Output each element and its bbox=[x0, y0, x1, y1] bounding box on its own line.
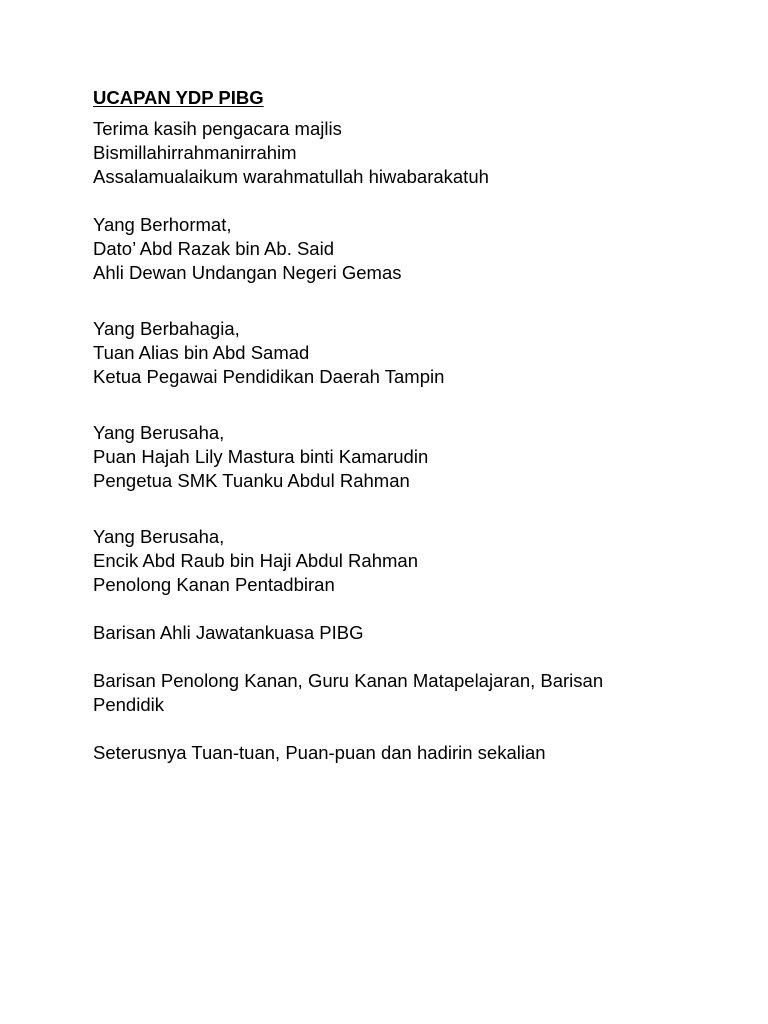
addressee-name: Dato’ Abd Razak bin Ab. Said bbox=[93, 238, 334, 259]
addressee-honorific: Yang Berhormat, bbox=[93, 214, 232, 235]
opening-line: Bismillahirrahmanirrahim bbox=[93, 142, 297, 163]
staff-line: Pendidik bbox=[93, 694, 164, 715]
speech-title: UCAPAN YDP PIBG bbox=[93, 87, 264, 108]
addressee-name: Tuan Alias bin Abd Samad bbox=[93, 342, 310, 363]
staff-paragraph bbox=[93, 669, 693, 717]
committee-line: Barisan Ahli Jawatankuasa PIBG bbox=[93, 622, 364, 643]
closing-line: Seterusnya Tuan-tuan, Puan-puan dan hadirin sekalian bbox=[93, 742, 546, 763]
addressee-block bbox=[93, 317, 693, 389]
addressee-honorific: Yang Berusaha, bbox=[93, 526, 225, 547]
opening-line: Terima kasih pengacara majlis bbox=[93, 118, 342, 139]
addressee-role: Penolong Kanan Pentadbiran bbox=[93, 574, 335, 595]
addressee-role: Ketua Pegawai Pendidikan Daerah Tampin bbox=[93, 366, 445, 387]
addressee-role: Ahli Dewan Undangan Negeri Gemas bbox=[93, 262, 402, 283]
addressee-honorific: Yang Berbahagia, bbox=[93, 318, 240, 339]
opening-paragraph bbox=[93, 117, 693, 189]
closing-paragraph bbox=[93, 741, 693, 765]
addressee-name: Puan Hajah Lily Mastura binti Kamarudin bbox=[93, 446, 429, 467]
committee-paragraph bbox=[93, 621, 693, 645]
addressee-name: Encik Abd Raub bin Haji Abdul Rahman bbox=[93, 550, 418, 571]
addressee-block bbox=[93, 421, 693, 493]
addressee-role: Pengetua SMK Tuanku Abdul Rahman bbox=[93, 470, 410, 491]
opening-line: Assalamualaikum warahmatullah hiwabarakatuh bbox=[93, 166, 489, 187]
addressee-honorific: Yang Berusaha, bbox=[93, 422, 225, 443]
staff-line: Barisan Penolong Kanan, Guru Kanan Matapelajaran, Barisan bbox=[93, 670, 604, 691]
addressee-block bbox=[93, 213, 693, 285]
speech-content bbox=[93, 86, 693, 765]
addressee-block bbox=[93, 525, 693, 597]
